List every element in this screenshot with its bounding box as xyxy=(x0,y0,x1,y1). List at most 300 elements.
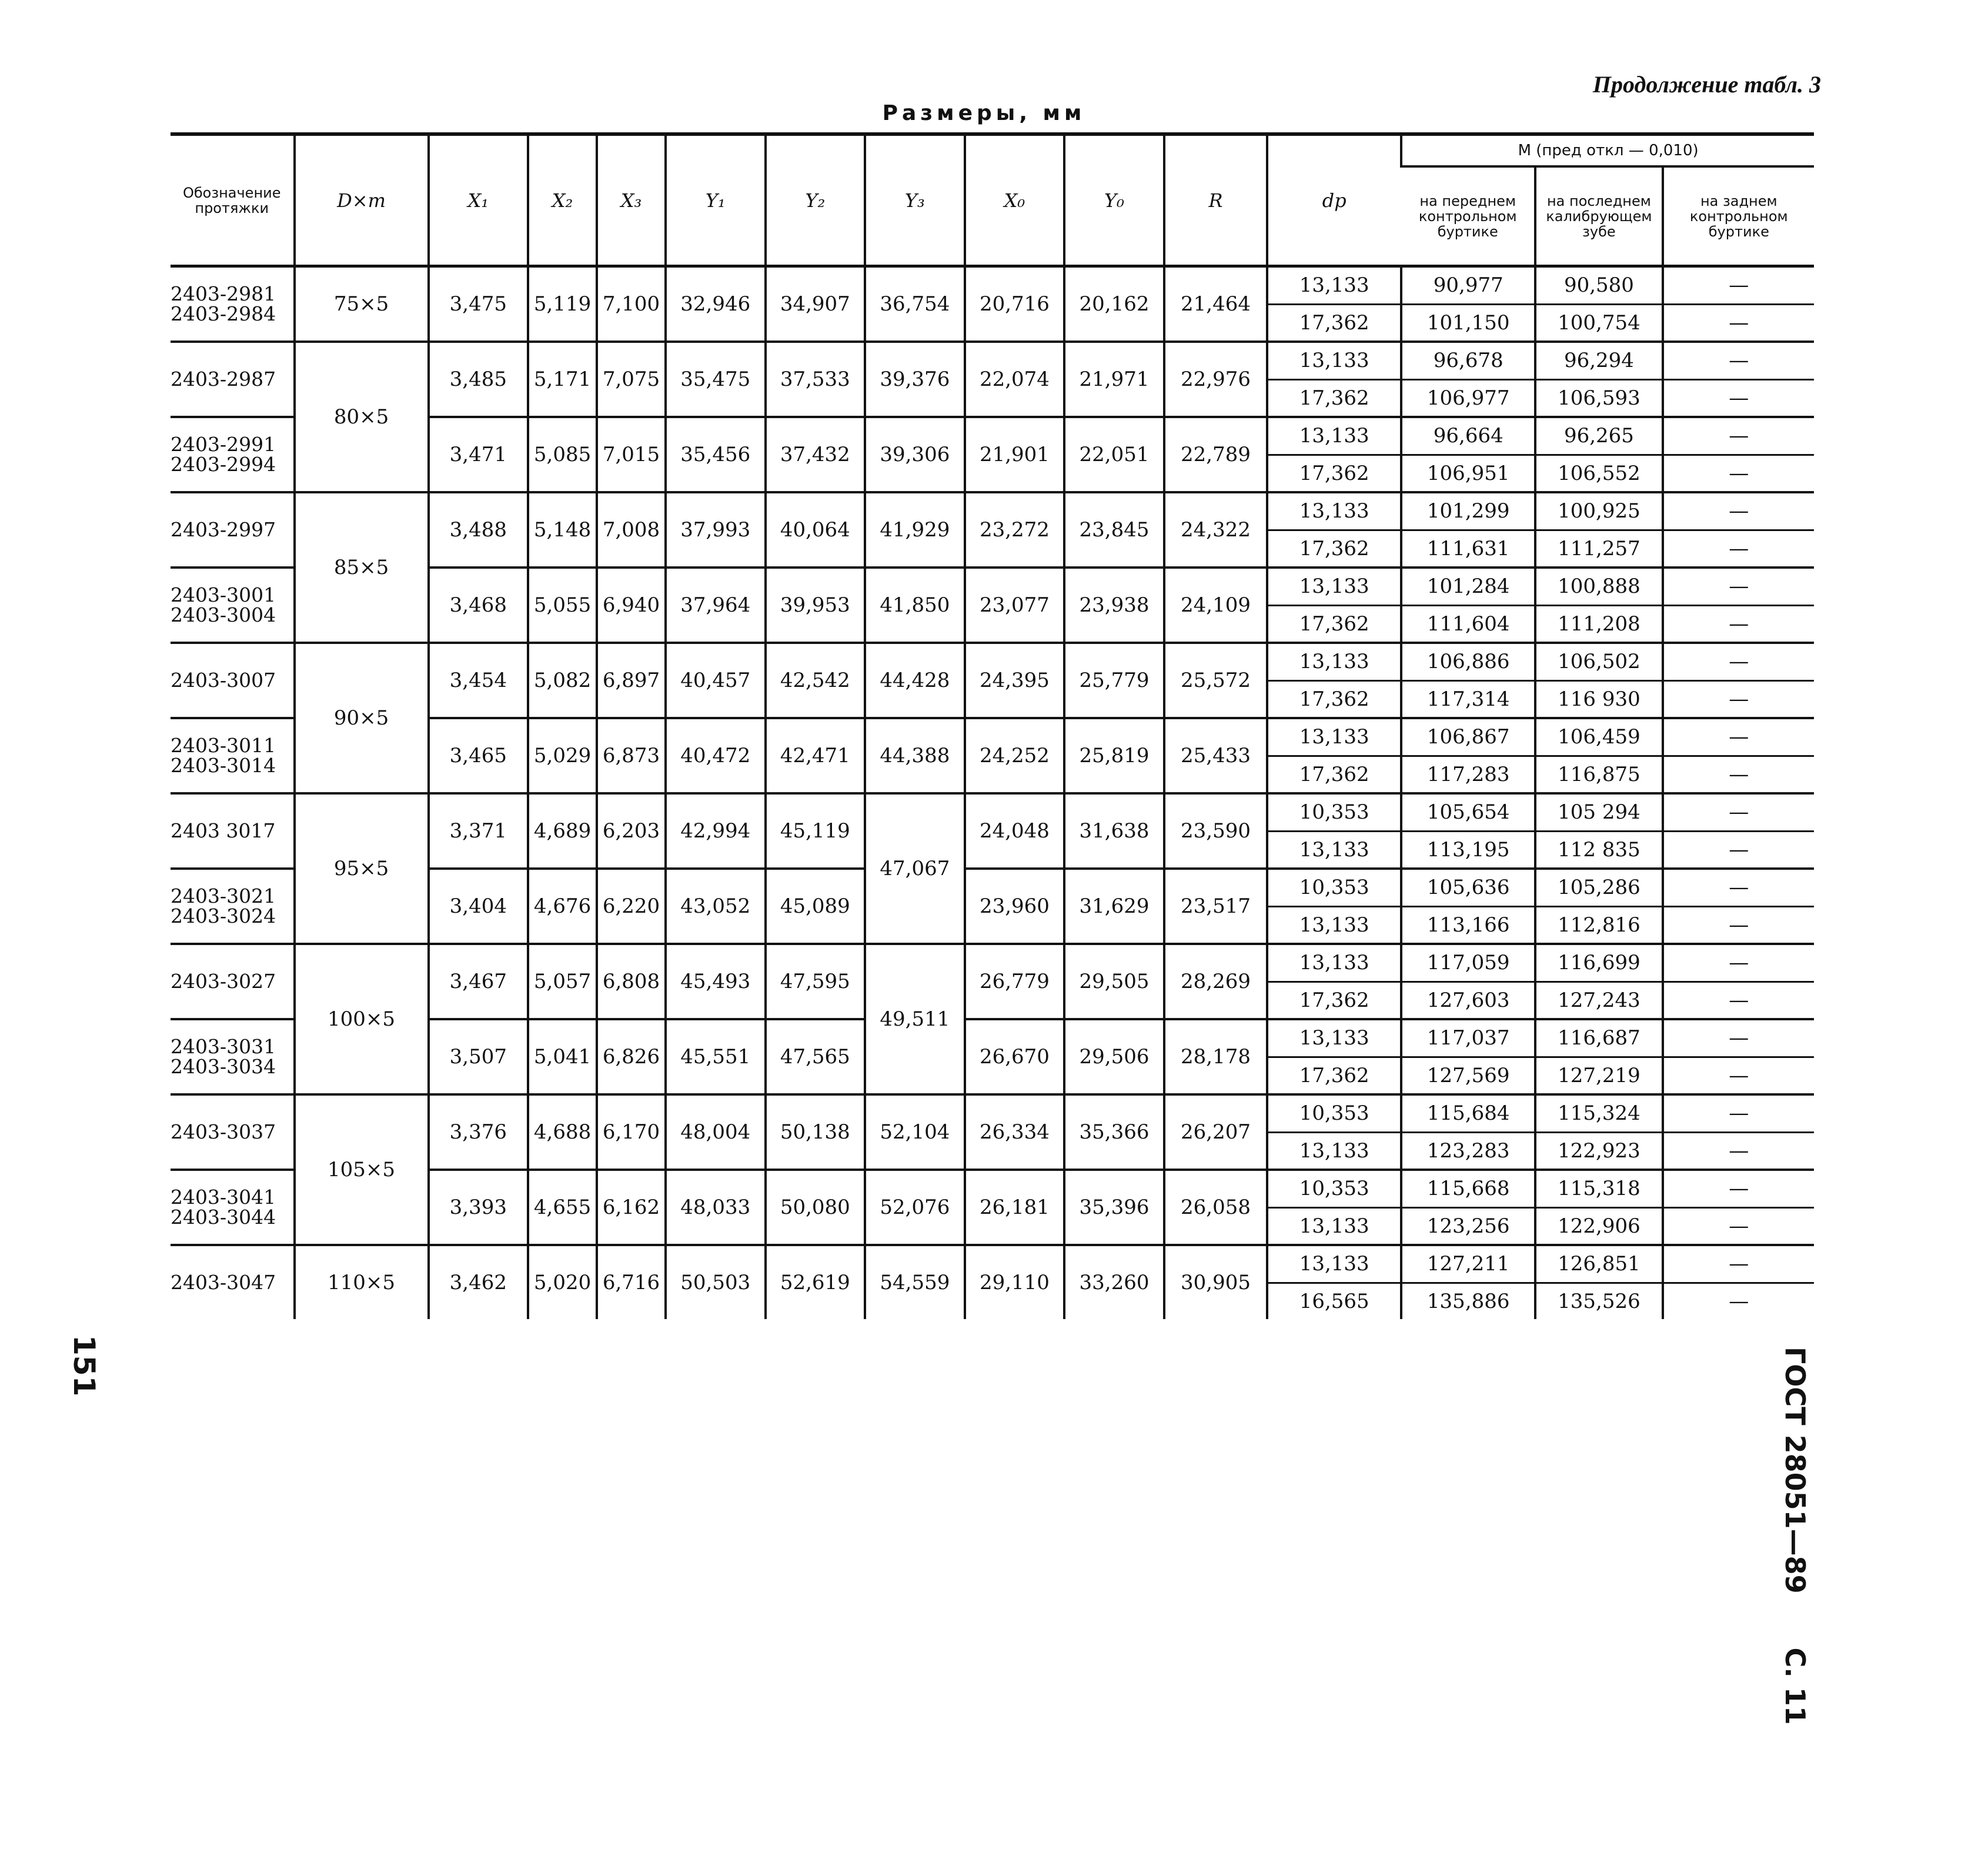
dxm-cell: 90×5 xyxy=(295,643,429,793)
r-cell: 23,517 xyxy=(1164,869,1267,944)
col-m-front: на переднем контрольном буртике xyxy=(1401,166,1535,266)
x0-cell: 21,901 xyxy=(965,417,1065,492)
designation-code: 2403-2987 xyxy=(171,368,276,390)
dp-cell xyxy=(1267,417,1401,492)
dp-cell-value: 17,362 xyxy=(1299,311,1369,335)
y2-cell: 34,907 xyxy=(766,266,866,342)
m-front-cell-value: 127,211 xyxy=(1402,1246,1534,1284)
dp-cell-value: 13,133 xyxy=(1268,1246,1400,1284)
m-last-cell-value: 115,324 xyxy=(1536,1096,1661,1133)
dp-cell-value: 13,133 xyxy=(1268,644,1400,682)
col-y0: Y₀ xyxy=(1064,134,1164,266)
m-front-cell xyxy=(1401,643,1535,718)
m-last-cell-value: 106,459 xyxy=(1536,719,1661,757)
m-rear-cell xyxy=(1663,869,1814,944)
col-designation: Обозначение протяжки xyxy=(171,134,295,266)
x1-cell: 3,454 xyxy=(429,643,529,718)
designation-code: 2403-3007 xyxy=(171,669,276,692)
dp-cell-value: 13,133 xyxy=(1299,1139,1369,1163)
y0-cell: 23,845 xyxy=(1064,492,1164,568)
y1-cell: 42,994 xyxy=(666,793,766,869)
dp-cell-value: 13,133 xyxy=(1268,493,1400,531)
y3-cell: 44,388 xyxy=(865,718,965,793)
y2-cell: 37,432 xyxy=(766,417,866,492)
x3-cell: 6,220 xyxy=(597,869,666,944)
y1-cell: 48,033 xyxy=(666,1170,766,1245)
gost-number: ГОСТ 28051—89 xyxy=(1779,1347,1811,1594)
y0-cell: 33,260 xyxy=(1064,1245,1164,1319)
m-front-cell-value: 90,977 xyxy=(1402,268,1534,305)
dp-cell-value: 17,362 xyxy=(1299,461,1369,485)
r-cell: 24,322 xyxy=(1164,492,1267,568)
m-rear-cell xyxy=(1663,1245,1814,1319)
y0-cell: 25,779 xyxy=(1064,643,1164,718)
x2-cell: 4,688 xyxy=(528,1094,597,1170)
y0-cell: 31,638 xyxy=(1064,793,1164,869)
m-last-cell-value: 116,699 xyxy=(1536,945,1661,983)
x1-cell: 3,468 xyxy=(429,568,529,643)
m-last-cell xyxy=(1535,342,1662,417)
m-front-cell-value: 117,283 xyxy=(1426,762,1510,786)
dp-cell xyxy=(1267,793,1401,869)
table-row xyxy=(171,342,1814,417)
m-rear-cell-value: — xyxy=(1729,837,1749,862)
y0-cell: 25,819 xyxy=(1064,718,1164,793)
r-cell: 22,789 xyxy=(1164,417,1267,492)
x0-cell: 23,077 xyxy=(965,568,1065,643)
col-y1: Y₁ xyxy=(666,134,766,266)
designation-cell xyxy=(171,1245,295,1319)
m-front-cell xyxy=(1401,869,1535,944)
x0-cell: 20,716 xyxy=(965,266,1065,342)
designation-cell xyxy=(171,417,295,492)
x2-cell: 5,082 xyxy=(528,643,597,718)
x0-cell: 23,960 xyxy=(965,869,1065,944)
m-front-cell xyxy=(1401,1170,1535,1245)
y2-cell: 45,089 xyxy=(766,869,866,944)
designation-cell xyxy=(171,718,295,793)
dp-cell-value: 10,353 xyxy=(1268,1171,1400,1209)
y3-cell: 44,428 xyxy=(865,643,965,718)
designation-cell xyxy=(171,1019,295,1094)
x2-cell: 5,171 xyxy=(528,342,597,417)
m-last-cell xyxy=(1535,417,1662,492)
m-rear-cell-value: — xyxy=(1664,418,1814,456)
m-front-cell-value: 101,150 xyxy=(1426,311,1510,335)
x3-cell: 6,203 xyxy=(597,793,666,869)
designation-code: 2403-3001 xyxy=(171,583,276,606)
m-rear-cell-value: — xyxy=(1664,1020,1814,1058)
dp-cell xyxy=(1267,869,1401,944)
m-rear-cell xyxy=(1663,342,1814,417)
m-rear-cell-value: — xyxy=(1664,1096,1814,1133)
y2-cell: 47,565 xyxy=(766,1019,866,1094)
designation-code: 2403-2994 xyxy=(171,453,276,476)
designation-code: 2403-3021 xyxy=(171,884,276,907)
y1-cell: 40,472 xyxy=(666,718,766,793)
col-r: R xyxy=(1164,134,1267,266)
x1-cell: 3,475 xyxy=(429,266,529,342)
dimensions-table xyxy=(171,132,1814,1319)
m-last-cell-value: 100,754 xyxy=(1558,311,1640,335)
dp-cell-value: 13,133 xyxy=(1268,569,1400,606)
x1-cell: 3,485 xyxy=(429,342,529,417)
y3-cell: 41,850 xyxy=(865,568,965,643)
m-last-cell-value: 100,888 xyxy=(1536,569,1661,606)
designation-cell xyxy=(171,568,295,643)
m-last-cell-value: 116 930 xyxy=(1558,687,1640,711)
x1-cell: 3,467 xyxy=(429,944,529,1019)
m-last-cell xyxy=(1535,1170,1662,1245)
col-dp: dр xyxy=(1267,134,1401,266)
y1-cell: 37,993 xyxy=(666,492,766,568)
col-y3: Y₃ xyxy=(865,134,965,266)
x3-cell: 6,826 xyxy=(597,1019,666,1094)
y1-cell: 32,946 xyxy=(666,266,766,342)
m-front-cell-value: 117,314 xyxy=(1426,687,1510,711)
y1-cell: 35,456 xyxy=(666,417,766,492)
y0-cell: 31,629 xyxy=(1064,869,1164,944)
r-cell: 26,207 xyxy=(1164,1094,1267,1170)
designation-code: 2403-3044 xyxy=(171,1206,276,1229)
x0-cell: 26,334 xyxy=(965,1094,1065,1170)
m-rear-cell xyxy=(1663,1170,1814,1245)
table-row xyxy=(171,266,1814,342)
m-front-cell-value: 96,664 xyxy=(1402,418,1534,456)
x0-cell: 26,670 xyxy=(965,1019,1065,1094)
designation-code: 2403-2984 xyxy=(171,302,276,325)
dp-cell xyxy=(1267,342,1401,417)
y1-cell: 40,457 xyxy=(666,643,766,718)
x3-cell: 7,008 xyxy=(597,492,666,568)
x0-cell: 29,110 xyxy=(965,1245,1065,1319)
y2-cell: 50,138 xyxy=(766,1094,866,1170)
col-x0: X₀ xyxy=(965,134,1065,266)
dp-cell-value: 17,362 xyxy=(1299,988,1369,1012)
dp-cell-value: 17,362 xyxy=(1299,386,1369,410)
m-last-cell-value: 100,925 xyxy=(1536,493,1661,531)
m-front-cell-value: 111,631 xyxy=(1426,536,1510,560)
dp-cell-value: 17,362 xyxy=(1299,1063,1369,1087)
m-front-cell xyxy=(1401,1094,1535,1170)
m-rear-cell-value: — xyxy=(1664,268,1814,305)
y2-cell: 45,119 xyxy=(766,793,866,869)
x3-cell: 6,897 xyxy=(597,643,666,718)
m-last-cell xyxy=(1535,718,1662,793)
designation-code: 2403-2981 xyxy=(171,282,276,305)
y1-cell: 45,551 xyxy=(666,1019,766,1094)
y2-cell: 42,471 xyxy=(766,718,866,793)
m-last-cell xyxy=(1535,492,1662,568)
col-y2: Y₂ xyxy=(766,134,866,266)
m-rear-cell-value: — xyxy=(1664,870,1814,907)
dp-cell-value: 13,133 xyxy=(1299,837,1369,862)
x2-cell: 5,055 xyxy=(528,568,597,643)
designation-cell xyxy=(171,1094,295,1170)
table-row xyxy=(171,1245,1814,1319)
designation-code: 2403-3041 xyxy=(171,1186,276,1209)
dp-cell-value: 17,362 xyxy=(1299,762,1369,786)
dp-cell-value: 10,353 xyxy=(1268,795,1400,832)
y3-cell: 39,376 xyxy=(865,342,965,417)
r-cell: 22,976 xyxy=(1164,342,1267,417)
m-last-cell-value: 96,294 xyxy=(1536,343,1661,380)
y1-cell: 45,493 xyxy=(666,944,766,1019)
designation-code: 2403-3037 xyxy=(171,1120,276,1143)
designation-code: 2403-3004 xyxy=(171,603,276,626)
dp-cell-value: 10,353 xyxy=(1268,870,1400,907)
y0-cell: 35,396 xyxy=(1064,1170,1164,1245)
y1-cell: 50,503 xyxy=(666,1245,766,1319)
table-header xyxy=(171,134,1814,266)
x2-cell: 5,020 xyxy=(528,1245,597,1319)
m-last-cell xyxy=(1535,568,1662,643)
m-rear-cell-value: — xyxy=(1664,1171,1814,1209)
dp-cell xyxy=(1267,1245,1401,1319)
m-last-cell-value: 116,875 xyxy=(1558,762,1640,786)
m-rear-cell-value: — xyxy=(1729,1289,1749,1313)
m-front-cell xyxy=(1401,944,1535,1019)
m-front-cell xyxy=(1401,1019,1535,1094)
x1-cell: 3,488 xyxy=(429,492,529,568)
m-front-cell xyxy=(1401,793,1535,869)
col-m-rear: на заднем контрольном буртике xyxy=(1663,166,1814,266)
dp-cell xyxy=(1267,944,1401,1019)
designation-code: 2403-2991 xyxy=(171,433,276,456)
m-rear-cell-value: — xyxy=(1729,762,1749,786)
designation-cell xyxy=(171,643,295,718)
r-cell: 21,464 xyxy=(1164,266,1267,342)
y2-cell: 52,619 xyxy=(766,1245,866,1319)
page-label: С. 11 xyxy=(1779,1647,1811,1725)
m-front-cell-value: 105,636 xyxy=(1402,870,1534,907)
m-last-cell-value: 115,318 xyxy=(1536,1171,1661,1209)
col-dxm: D×m xyxy=(295,134,429,266)
r-cell: 23,590 xyxy=(1164,793,1267,869)
m-rear-cell-value: — xyxy=(1664,795,1814,832)
col-x1: X₁ xyxy=(429,134,529,266)
r-cell: 25,433 xyxy=(1164,718,1267,793)
x3-cell: 7,075 xyxy=(597,342,666,417)
m-rear-cell xyxy=(1663,1094,1814,1170)
m-rear-cell-value: — xyxy=(1729,687,1749,711)
dxm-cell: 75×5 xyxy=(295,266,429,342)
dxm-cell: 85×5 xyxy=(295,492,429,643)
y3-cell: 39,306 xyxy=(865,417,965,492)
x0-cell: 23,272 xyxy=(965,492,1065,568)
m-rear-cell xyxy=(1663,793,1814,869)
x2-cell: 5,119 xyxy=(528,266,597,342)
y3-cell: 41,929 xyxy=(865,492,965,568)
m-last-cell xyxy=(1535,944,1662,1019)
m-rear-cell-value: — xyxy=(1664,493,1814,531)
dp-cell-value: 13,133 xyxy=(1268,343,1400,380)
m-last-cell xyxy=(1535,869,1662,944)
dp-cell-value: 13,133 xyxy=(1268,1020,1400,1058)
y0-cell: 35,366 xyxy=(1064,1094,1164,1170)
x0-cell: 24,395 xyxy=(965,643,1065,718)
m-rear-cell xyxy=(1663,643,1814,718)
x0-cell: 26,181 xyxy=(965,1170,1065,1245)
dp-cell-value: 13,133 xyxy=(1268,945,1400,983)
dp-cell-value: 16,565 xyxy=(1299,1289,1369,1313)
m-last-cell-value: 135,526 xyxy=(1558,1289,1640,1313)
x2-cell: 5,029 xyxy=(528,718,597,793)
m-front-cell xyxy=(1401,1245,1535,1319)
m-last-cell-value: 127,243 xyxy=(1558,988,1640,1012)
designation-code: 2403-3047 xyxy=(171,1271,276,1294)
x2-cell: 5,085 xyxy=(528,417,597,492)
col-m-group: M (пред откл — 0,010) xyxy=(1401,134,1814,166)
m-last-cell xyxy=(1535,1094,1662,1170)
m-rear-cell-value: — xyxy=(1729,612,1749,636)
y2-cell: 50,080 xyxy=(766,1170,866,1245)
m-rear-cell-value: — xyxy=(1729,311,1749,335)
r-cell: 30,905 xyxy=(1164,1245,1267,1319)
dp-cell-value: 13,133 xyxy=(1268,268,1400,305)
dxm-cell: 80×5 xyxy=(295,342,429,492)
y3-cell: 49,511 xyxy=(865,944,965,1094)
designation-cell xyxy=(171,342,295,417)
m-front-cell xyxy=(1401,568,1535,643)
sizes-title: Размеры, мм xyxy=(882,101,1086,125)
page-number: 151 xyxy=(67,1335,101,1397)
col-x3: X₃ xyxy=(597,134,666,266)
m-front-cell-value: 135,886 xyxy=(1426,1289,1510,1313)
y0-cell: 29,506 xyxy=(1064,1019,1164,1094)
m-last-cell-value: 127,219 xyxy=(1558,1063,1640,1087)
designation-cell xyxy=(171,869,295,944)
y1-cell: 48,004 xyxy=(666,1094,766,1170)
designation-cell xyxy=(171,944,295,1019)
m-front-cell xyxy=(1401,492,1535,568)
m-front-cell-value: 115,684 xyxy=(1402,1096,1534,1133)
x1-cell: 3,376 xyxy=(429,1094,529,1170)
r-cell: 28,269 xyxy=(1164,944,1267,1019)
y0-cell: 21,971 xyxy=(1064,342,1164,417)
m-rear-cell-value: — xyxy=(1664,1246,1814,1284)
designation-code: 2403-2997 xyxy=(171,518,276,541)
m-front-cell-value: 113,166 xyxy=(1426,913,1510,937)
y2-cell: 39,953 xyxy=(766,568,866,643)
m-rear-cell xyxy=(1663,1019,1814,1094)
designation-code: 2403-3011 xyxy=(171,734,276,757)
y1-cell: 37,964 xyxy=(666,568,766,643)
m-rear-cell-value: — xyxy=(1729,461,1749,485)
table-row xyxy=(171,944,1814,1019)
m-last-cell xyxy=(1535,643,1662,718)
designation-code: 2403-3024 xyxy=(171,904,276,927)
x2-cell: 5,057 xyxy=(528,944,597,1019)
m-last-cell-value: 111,257 xyxy=(1558,536,1640,560)
m-last-cell-value: 106,502 xyxy=(1536,644,1661,682)
m-rear-cell-value: — xyxy=(1729,386,1749,410)
dp-cell-value: 10,353 xyxy=(1268,1096,1400,1133)
m-last-cell xyxy=(1535,1019,1662,1094)
y0-cell: 20,162 xyxy=(1064,266,1164,342)
m-rear-cell xyxy=(1663,417,1814,492)
side-gost-label xyxy=(1779,1347,1811,1876)
dp-cell-value: 13,133 xyxy=(1299,913,1369,937)
designation-cell xyxy=(171,793,295,869)
x3-cell: 6,170 xyxy=(597,1094,666,1170)
y2-cell: 40,064 xyxy=(766,492,866,568)
x2-cell: 4,676 xyxy=(528,869,597,944)
y1-cell: 35,475 xyxy=(666,342,766,417)
dp-cell xyxy=(1267,718,1401,793)
r-cell: 26,058 xyxy=(1164,1170,1267,1245)
m-last-cell-value: 122,923 xyxy=(1558,1139,1640,1163)
y3-cell: 52,104 xyxy=(865,1094,965,1170)
dp-cell xyxy=(1267,266,1401,342)
m-rear-cell xyxy=(1663,944,1814,1019)
m-rear-cell xyxy=(1663,718,1814,793)
dp-cell xyxy=(1267,1170,1401,1245)
dp-cell-value: 17,362 xyxy=(1299,687,1369,711)
x1-cell: 3,371 xyxy=(429,793,529,869)
dp-cell xyxy=(1267,568,1401,643)
m-rear-cell-value: — xyxy=(1729,1214,1749,1238)
m-last-cell-value: 105,286 xyxy=(1536,870,1661,907)
m-rear-cell-value: — xyxy=(1729,1063,1749,1087)
y1-cell: 43,052 xyxy=(666,869,766,944)
x2-cell: 4,689 xyxy=(528,793,597,869)
m-front-cell-value: 123,283 xyxy=(1426,1139,1510,1163)
r-cell: 28,178 xyxy=(1164,1019,1267,1094)
y2-cell: 37,533 xyxy=(766,342,866,417)
r-cell: 24,109 xyxy=(1164,568,1267,643)
designation-code: 2403 3017 xyxy=(171,819,276,842)
continuation-caption: Продолжение табл. 3 xyxy=(1592,71,1821,98)
x3-cell: 6,162 xyxy=(597,1170,666,1245)
x2-cell: 5,148 xyxy=(528,492,597,568)
table-row xyxy=(171,1094,1814,1170)
m-front-cell-value: 106,951 xyxy=(1426,461,1510,485)
y0-cell: 29,505 xyxy=(1064,944,1164,1019)
m-front-cell-value: 113,195 xyxy=(1426,837,1510,862)
dxm-cell: 100×5 xyxy=(295,944,429,1094)
m-rear-cell xyxy=(1663,568,1814,643)
y3-cell: 52,076 xyxy=(865,1170,965,1245)
m-last-cell xyxy=(1535,266,1662,342)
dp-cell xyxy=(1267,1094,1401,1170)
x1-cell: 3,507 xyxy=(429,1019,529,1094)
x1-cell: 3,393 xyxy=(429,1170,529,1245)
dp-cell xyxy=(1267,643,1401,718)
x3-cell: 7,100 xyxy=(597,266,666,342)
m-rear-cell-value: — xyxy=(1729,536,1749,560)
designation-code: 2403-3027 xyxy=(171,970,276,993)
dp-cell-value: 17,362 xyxy=(1299,612,1369,636)
x1-cell: 3,404 xyxy=(429,869,529,944)
designation-cell xyxy=(171,492,295,568)
m-last-cell-value: 126,851 xyxy=(1536,1246,1661,1284)
x1-cell: 3,462 xyxy=(429,1245,529,1319)
m-last-cell-value: 112 835 xyxy=(1558,837,1640,862)
m-last-cell-value: 112,816 xyxy=(1558,913,1640,937)
m-front-cell-value: 111,604 xyxy=(1426,612,1510,636)
col-x2: X₂ xyxy=(528,134,597,266)
m-rear-cell xyxy=(1663,492,1814,568)
y0-cell: 23,938 xyxy=(1064,568,1164,643)
designation-code: 2403-3031 xyxy=(171,1035,276,1058)
m-front-cell-value: 115,668 xyxy=(1402,1171,1534,1209)
y3-cell: 47,067 xyxy=(865,793,965,944)
dp-cell-value: 17,362 xyxy=(1299,536,1369,560)
m-front-cell-value: 106,977 xyxy=(1426,386,1510,410)
m-last-cell-value: 106,593 xyxy=(1558,386,1640,410)
x3-cell: 6,940 xyxy=(597,568,666,643)
